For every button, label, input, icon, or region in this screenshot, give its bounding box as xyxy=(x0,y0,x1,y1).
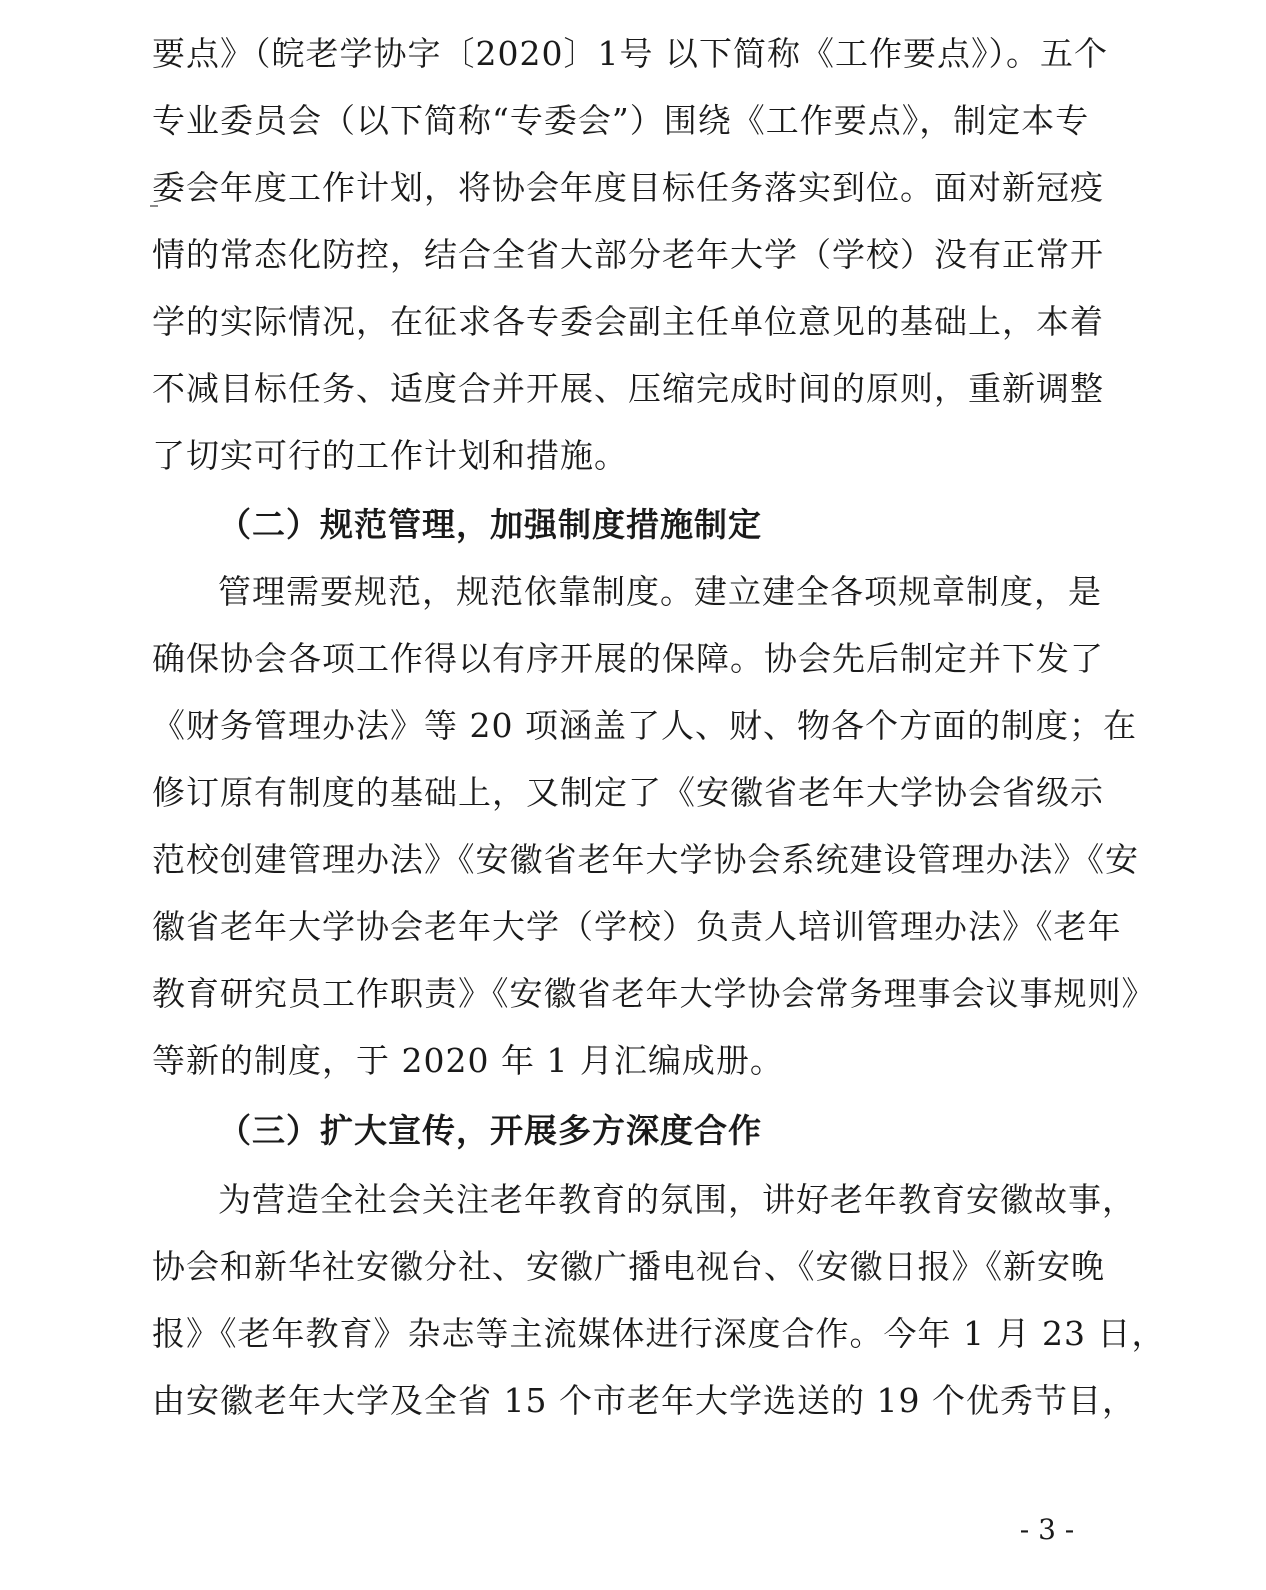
paragraph-line: 修订原有制度的基础上，又制定了《安徽省老年大学协会省级示 xyxy=(152,773,1104,812)
paragraph-line: 委会年度工作计划，将协会年度目标任务落实到位。面对新冠疫 xyxy=(152,168,1104,207)
section-heading-2: （二）规范管理，加强制度措施制定 xyxy=(218,505,762,544)
paragraph-line: 情的常态化防控，结合全省大部分老年大学（学校）没有正常开 xyxy=(152,235,1104,274)
paragraph-line: 为营造全社会关注老年教育的氛围，讲好老年教育安徽故事， xyxy=(218,1180,1136,1219)
page-number: - 3 - xyxy=(1019,1513,1075,1546)
paragraph-line: 确保协会各项工作得以有序开展的保障。协会先后制定并下发了 xyxy=(152,639,1104,678)
paragraph-line: 徽省老年大学协会老年大学（学校）负责人培训管理办法》《老年 xyxy=(152,907,1122,946)
paragraph-line: 不减目标任务、适度合并开展、压缩完成时间的原则，重新调整 xyxy=(152,369,1104,408)
paragraph-line: 由安徽老年大学及全省 15 个市老年大学选送的 19 个优秀节目， xyxy=(152,1381,1136,1420)
paragraph-line: 范校创建管理办法》《安徽省老年大学协会系统建设管理办法》《安 xyxy=(152,840,1139,879)
paragraph-line: 协会和新华社安徽分社、安徽广播电视台、《安徽日报》《新安晚 xyxy=(152,1247,1105,1286)
section-heading-3: （三）扩大宣传，开展多方深度合作 xyxy=(218,1111,762,1150)
paragraph-line: 教育研究员工作职责》《安徽省老年大学协会常务理事会议事规则》 xyxy=(152,974,1156,1013)
paragraph-line: 《财务管理办法》等 20 项涵盖了人、财、物各个方面的制度；在 xyxy=(152,706,1137,745)
paragraph-line: 管理需要规范，规范依靠制度。建立建全各项规章制度，是 xyxy=(218,572,1102,611)
paragraph-line: 报》《老年教育》杂志等主流媒体进行深度合作。今年 1 月 23 日， xyxy=(152,1314,1166,1353)
paragraph-line: 等新的制度，于 2020 年 1 月汇编成册。 xyxy=(152,1041,784,1080)
paragraph-line: 学的实际情况，在征求各专委会副主任单位意见的基础上，本着 xyxy=(152,302,1104,341)
paragraph-line: 专业委员会（以下简称“专委会”）围绕《工作要点》，制定本专 xyxy=(152,101,1090,140)
paragraph-line: 了切实可行的工作计划和措施。 xyxy=(152,436,628,475)
paragraph-line: 要点》（皖老学协字〔2020〕1号 以下简称《工作要点》）。五个 xyxy=(152,34,1108,73)
